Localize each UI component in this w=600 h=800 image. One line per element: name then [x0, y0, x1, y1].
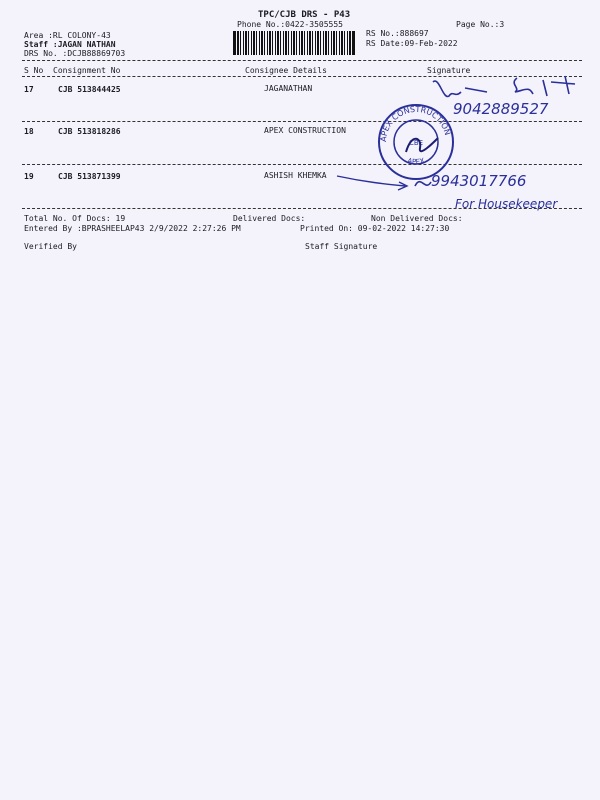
entered-by: Entered By :BPRASHEELAP43 2/9/2022 2:27:26 PM [24, 224, 241, 233]
verified-by: Verified By [24, 242, 77, 251]
row-consignment: CJB 513818286 [58, 127, 121, 136]
col-consignee: Consignee Details [245, 66, 327, 75]
total-docs: Total No. Of Docs: 19 [24, 214, 126, 223]
area-label: Area :RL COLONY-43 [24, 31, 111, 40]
barcode [233, 31, 355, 55]
col-signature: Signature [427, 66, 471, 75]
stamp-text-bottom: APEX [406, 156, 426, 167]
row-sno: 17 [24, 85, 34, 94]
signature-phone: 9042889527 [453, 100, 549, 118]
stamp-text-center: CBE [408, 139, 424, 147]
row-sno: 18 [24, 127, 34, 136]
svg-text:APEX CONSTRUCTION [379, 105, 452, 142]
printed-on: Printed On: 09-02-2022 14:27:30 [300, 224, 450, 233]
row-sno: 19 [24, 172, 34, 181]
signature-row19 [335, 160, 600, 220]
divider [22, 60, 582, 61]
row-consignment: CJB 513871399 [58, 172, 121, 181]
col-consignment: Consignment No [53, 66, 121, 75]
staff-signature: Staff Signature [305, 242, 378, 251]
delivered-docs: Delivered Docs: [233, 214, 306, 223]
divider [22, 121, 582, 122]
row-consignee: ASHISH KHEMKA [264, 171, 327, 180]
row-consignment: CJB 513844425 [58, 85, 121, 94]
staff-label: Staff :JAGAN NATHAN [24, 40, 116, 49]
drs-number: DRS No. :DCJB88869703 [24, 49, 126, 58]
non-delivered-docs: Non Delivered Docs: [371, 214, 463, 223]
signature-note-row19: For Housekeeper [455, 197, 558, 211]
rs-date: RS Date:09-Feb-2022 [366, 39, 458, 48]
page-number: Page No.:3 [456, 20, 505, 29]
rs-number: RS No.:888697 [366, 29, 429, 38]
document-title: TPC/CJB DRS - P43 [258, 10, 351, 20]
row-consignee: JAGANATHAN [264, 84, 313, 93]
col-sno: S No [24, 66, 44, 75]
phone-number: Phone No.:0422-3505555 [237, 20, 343, 29]
signature-phone-row19: 9943017766 [431, 172, 527, 190]
stamp-text-top: APEX CONSTRUCTION [378, 104, 453, 143]
row-consignee: APEX CONSTRUCTION [264, 126, 346, 135]
